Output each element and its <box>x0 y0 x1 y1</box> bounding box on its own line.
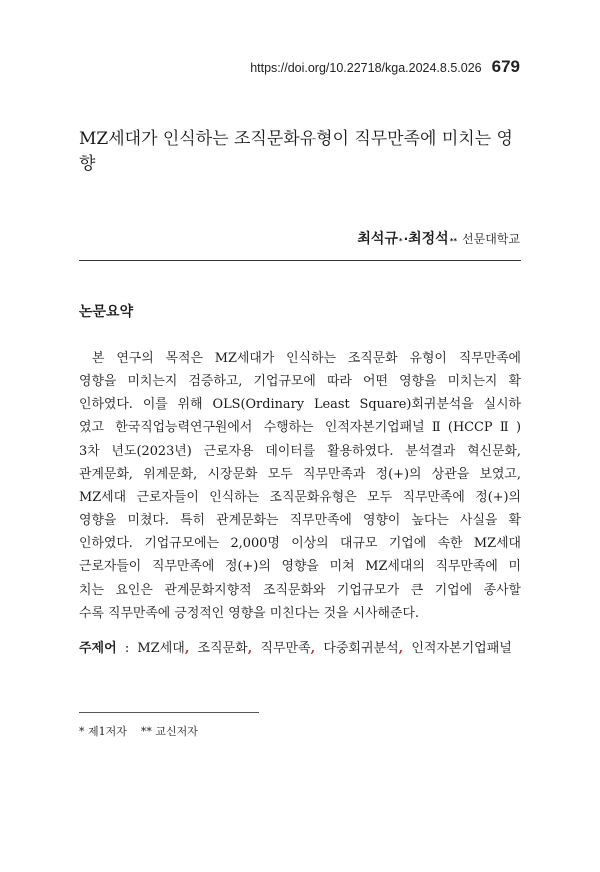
abstract-line: 치는 요인은 관계문화지향적 조직문화와 기업규모가 큰 기업에 종사할 <box>79 582 521 598</box>
keyword: 다중회귀분석 <box>323 641 399 656</box>
paper-title: MZ세대가 인식하는 조직문화유형이 직무만족에 미치는 영향 <box>79 129 513 174</box>
author-2: 최정석 <box>408 231 449 247</box>
keywords-colon: : <box>124 641 130 656</box>
abstract-line: 영향을 미치는지 검증하고, 기업규모에 따라 어떤 영향을 미치는지 확 <box>79 374 521 390</box>
footnote-rule <box>79 712 259 713</box>
footnotes <box>79 723 198 739</box>
doi-link[interactable]: https://doi.org/10.22718/kga.2024.8.5.026 <box>250 61 482 75</box>
keyword: 직무만족 <box>260 641 311 656</box>
keywords-label: 주제어 <box>79 641 117 656</box>
keyword: MZ세대 <box>137 641 185 656</box>
keywords-line <box>79 637 529 656</box>
abstract-body <box>79 347 521 625</box>
keyword-separator: , <box>247 641 253 656</box>
keyword: 인적자본기업패널 <box>411 641 512 656</box>
author-separator: · <box>403 232 409 246</box>
header-rule <box>79 260 521 261</box>
abstract-line: 영향을 미쳤다. 특히 관계문화는 직무만족에 영향이 높다는 사실을 확 <box>79 513 521 529</box>
page-number: 679 <box>491 57 520 76</box>
author-2-mark: ** <box>449 237 458 245</box>
keyword-separator: , <box>398 641 404 656</box>
abstract-line: 였고 한국직업능력연구원에서 수행하는 인적자본기업패널Ⅱ(HCCPⅡ) <box>79 420 521 436</box>
abstract-line: 근로자들이 직무만족에 정(+)의 영향을 미쳐 MZ세대의 직무만족에 미 <box>79 559 521 575</box>
footnote-corresponding-author: ** 교신저자 <box>140 725 198 738</box>
footnote-first-author: * 제1저자 <box>79 725 127 738</box>
running-header <box>250 57 520 77</box>
author-line <box>357 228 520 248</box>
keyword-separator: , <box>184 641 190 656</box>
keyword: 조직문화 <box>197 641 248 656</box>
abstract-heading: 논문요약 <box>79 304 134 320</box>
abstract-line: 인하였다. 기업규모에는 2,000명 이상의 대규모 기업에 속한 MZ세대 <box>79 536 521 552</box>
abstract-line: 인하였다. 이를 위해 OLS(Ordinary Least Square)회귀분석을 실시하 <box>79 397 521 413</box>
abstract-line: 3차 년도(2023년) 근로자용 데이터를 활용하였다. 분석결과 혁신문화, <box>79 443 521 459</box>
affiliation: 선문대학교 <box>462 232 520 246</box>
author-1: 최석규 <box>357 231 398 247</box>
abstract-line: 본 연구의 목적은 MZ세대가 인식하는 조직문화 유형이 직무만족에 <box>92 351 521 366</box>
abstract-line: 관계문화, 위계문화, 시장문화 모두 직무만족과 정(+)의 상관을 보였고, <box>79 466 521 482</box>
author-1-mark: * <box>398 237 403 245</box>
abstract-line: 수록 직무만족에 긍정적인 영향을 미친다는 것을 시사해준다. <box>79 605 419 621</box>
abstract-line: MZ세대 근로자들이 인식하는 조직문화유형은 모두 직무만족에 정(+)의 <box>79 489 521 505</box>
keyword-separator: , <box>310 641 316 656</box>
